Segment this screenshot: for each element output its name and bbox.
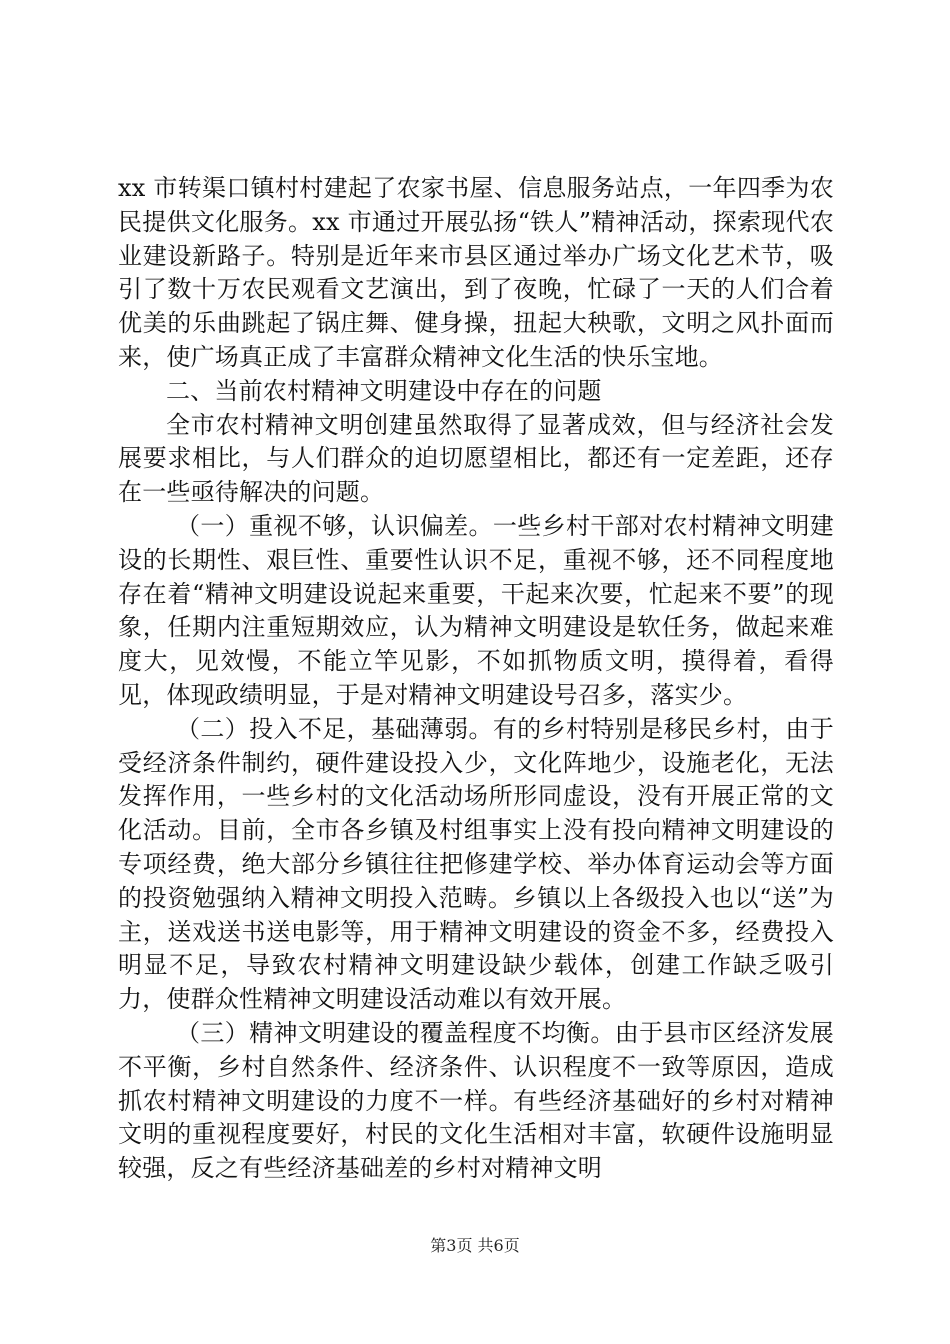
document-body [118,172,834,1186]
paragraph-intro: 全市农村精神文明创建虽然取得了显著成效，但与经济社会发展要求相比，与人们群众的迫切愿望相比，都还有一定差距，还存在一些亟待解决的问题。 [118,410,834,507]
paragraph-continuation: xx 市转渠口镇村村建起了农家书屋、信息服务站点，一年四季为农民提供文化服务。xx 市通过开展弘扬“铁人”精神活动，探索现代农业建设新路子。特别是近年来市县区通过举办广场文化艺术节，吸引了数十万农民观看文艺演出，到了夜晚，忙碌了一天的人们合着优美的乐曲跳起了锅庄舞、健身操，扭起大秧歌，文明之风扑面而来，使广场真正成了丰富群众精神文化生活的快乐宝地。 [118,174,834,371]
paragraph-item-1: （一）重视不够，认识偏差。一些乡村干部对农村精神文明建设的长期性、艰巨性、重要性认识不足，重视不够，还不同程度地存在着“精神文明建设说起来重要，干起来次要，忙起来不要”的现象，任期内注重短期效应，认为精神文明建设是软任务，做起来难度大，见效慢，不能立竿见影，不如抓物质文明，摸得着，看得见，体现政绩明显，于是对精神文明建设号召多，落实少。 [118,511,834,709]
section-heading: 二、当前农村精神文明建设中存在的问题 [166,376,602,405]
page-footer: 第3页 共6页 [430,1236,520,1255]
paragraph-item-2: （二）投入不足，基础薄弱。有的乡村特别是移民乡村，由于受经济条件制约，硬件建设投入少，文化阵地少，设施老化，无法发挥作用，一些乡村的文化活动场所形同虚设，没有开展正常的文化活动。目前，全市各乡镇及村组事实上没有投向精神文明建设的专项经费，绝大部分乡镇往往把修建学校、举办体育运动会等方面的投资勉强纳入精神文明投入范畴。乡镇以上各级投入也以“送”为主，送戏送书送电影等，用于精神文明建设的资金不多，经费投入明显不足，导致农村精神文明建设缺少载体，创建工作缺乏吸引力，使群众性精神文明建设活动难以有效开展。 [118,714,834,1014]
paragraph-item-3: （三）精神文明建设的覆盖程度不均衡。由于县市区经济发展不平衡，乡村自然条件、经济条件、认识程度不一致等原因，造成抓农村精神文明建设的力度不一样。有些经济基础好的乡村对精神文明的重视程度要好，村民的文化生活相对丰富，软硬件设施明显较强，反之有些经济基础差的乡村对精神文明 [118,1018,834,1183]
